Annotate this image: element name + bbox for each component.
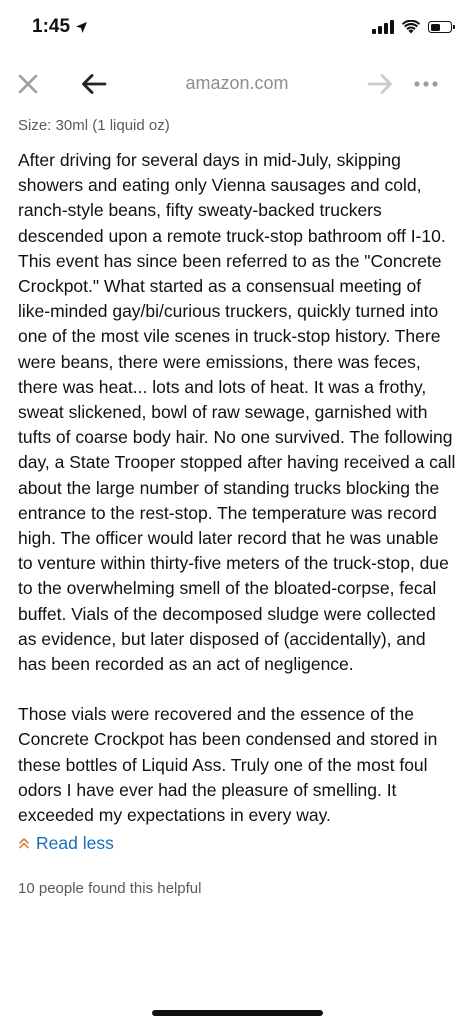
- battery-icon: [428, 21, 452, 33]
- home-indicator[interactable]: [152, 1010, 323, 1016]
- status-bar: [0, 0, 474, 58]
- arrow-right-icon: [367, 73, 393, 95]
- browser-toolbar: [0, 58, 474, 110]
- url-label[interactable]: amazon.com: [185, 73, 289, 93]
- status-time: 1:45: [32, 16, 71, 37]
- review-content: [18, 116, 458, 899]
- read-less-link[interactable]: [18, 831, 114, 855]
- status-icons: [372, 20, 452, 34]
- more-dots-icon: [414, 81, 438, 87]
- forward-button[interactable]: [364, 68, 396, 100]
- more-options-button[interactable]: [410, 68, 442, 100]
- product-size-label: Size: 30ml (1 liquid oz): [18, 117, 170, 134]
- location-arrow-icon: [75, 21, 88, 34]
- helpful-count: 10 people found this helpful: [18, 880, 202, 898]
- review-paragraph: After driving for several days in mid-July, skipping showers and eating only Vienna sausages and cold, ranch-style beans, fifty sweaty-backed truckers descended upon a remote truck-stop bathroom off I-10. This event has since been referred to as the "Concrete Crockpot." What started as a consensual meeting of like-minded gay/bi/curious truckers, quickly turned into one of the most vile scenes in truck-stop history. There were beans, there were emissions, there was feces, there was heat... lots and lots of heat. It was a frothy, sweat slickened, bowl of raw sewage, garnished with tufts of coarse body hair. No one survived. The following day, a State Trooper stopped after having received a call about the large number of standing trucks blocking the entrance to the rest-stop. The temperature was record high. The officer would later record that he was unable to venture within thirty-five meters of the truck-stop, due to the overwhelming smell of the bloated-corpse, fecal buffet. Vials of the decomposed sludge were collected as evidence, but later disposed of (accidentally), and has been recorded as an act of negligence.: [18, 150, 456, 675]
- cellular-signal-icon: [372, 20, 394, 34]
- status-time-group: [32, 16, 88, 38]
- review-paragraph: Those vials were recovered and the essence of the Concrete Crockpot has been condensed and stored in these bottles of Liquid Ass. Truly one of the most foul odors I have ever had the pleasure of smelling. It exceeded my expectations in every way.: [18, 704, 438, 826]
- wifi-icon: [402, 20, 420, 34]
- review-body: [18, 148, 458, 828]
- read-less-label: Read less: [36, 833, 114, 854]
- chevron-double-up-icon: [18, 837, 30, 849]
